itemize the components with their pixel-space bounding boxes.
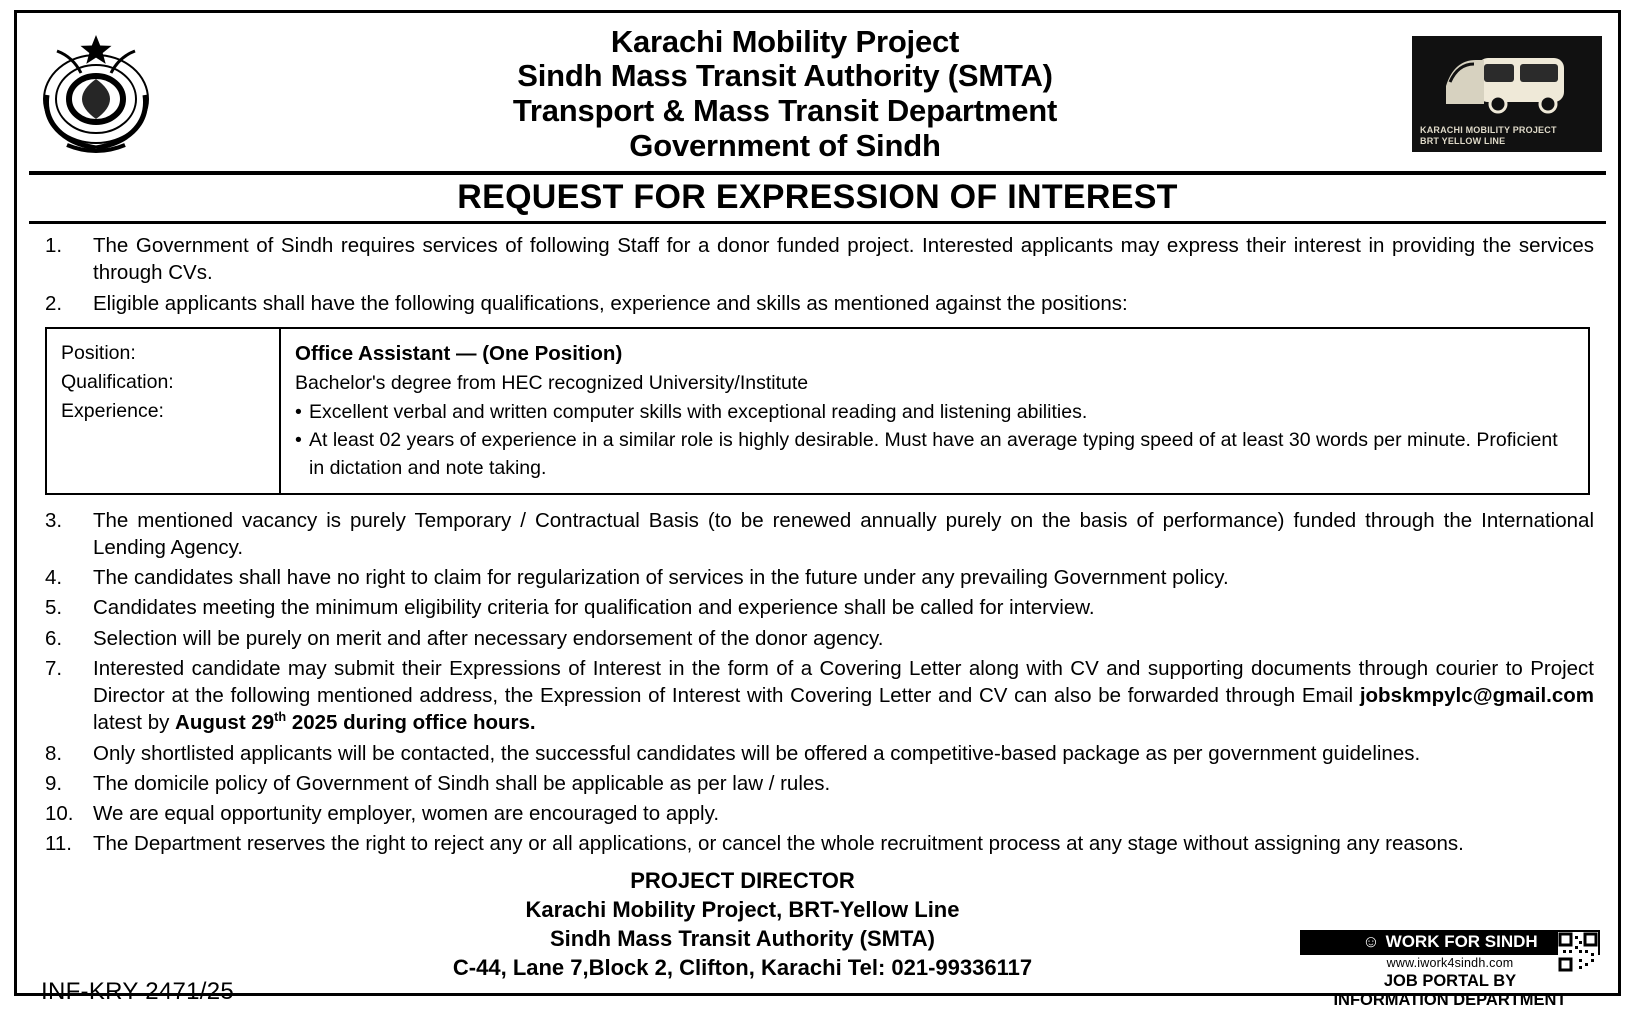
- header-titles: [158, 25, 1412, 164]
- bus-icon: [1432, 44, 1582, 118]
- clause-text: We are equal opportunity employer, women are encouraged to apply.: [93, 802, 720, 826]
- work-for-sindh-badge: [1300, 930, 1600, 1010]
- signature-line-4: C-44, Lane 7,Block 2, Clifton, Karachi Tel: 021-99336117: [452, 955, 1033, 981]
- clause-number: 2.: [45, 291, 63, 315]
- deadline-date: [175, 711, 337, 734]
- clause7-part3: during office hours.: [337, 711, 536, 735]
- clause-item: [27, 800, 1608, 827]
- work-for-sindh-bar: [1300, 930, 1600, 955]
- clause-text: The mentioned vacancy is purely Temporary / Contractual Basis (to be renewed annually purely on the basis of performance) funded through the International Lending Agency.: [93, 508, 1594, 559]
- clause-text: The Department reserves the right to reject any or all applications, or cancel the whole recruitment process at any stage without assigning any reasons.: [93, 832, 1464, 856]
- experience-bullets: [295, 399, 1574, 483]
- clause-item-email: [27, 655, 1608, 737]
- position-title: Office Assistant — (One Position): [295, 341, 623, 365]
- qr-code-icon: [1558, 932, 1598, 972]
- clause7-part2: latest by: [93, 711, 176, 735]
- clause-item: [27, 625, 1608, 652]
- clause-number: 4.: [45, 566, 63, 590]
- work-for-sindh-url[interactable]: www.iwork4sindh.com: [1386, 955, 1514, 970]
- experience-bullet: [295, 399, 1574, 427]
- clause-text: Eligible applicants shall have the following qualifications, experience and skills as mentioned against the positions:: [93, 291, 1128, 315]
- clause-text: The domicile policy of Government of Sindh shall be applicable as per law / rules.: [93, 771, 831, 795]
- bullet-icon: •: [295, 400, 302, 423]
- clause-number: 3.: [45, 508, 63, 532]
- title-line-2: Sindh Mass Transit Authority (SMTA): [517, 58, 1053, 94]
- clause-text: The Government of Sindh requires services of following Staff for a donor funded project. Interested applicants may express their interest in providing the services through CVs.: [93, 234, 1594, 285]
- government-crest-icon: [33, 33, 158, 155]
- clause7-part1: Interested candidate may submit their Expressions of Interest in the form of a Covering Letter along with CV and supporting documents through courier to Project Director at the following mentioned address, the Expression of Interest with Covering Letter and CV can also be forwarded through Email: [93, 656, 1594, 708]
- clause-item: [27, 770, 1608, 797]
- clause-number: 10.: [45, 802, 74, 826]
- clause-item: [27, 740, 1608, 767]
- title-line-1: Karachi Mobility Project: [610, 23, 960, 59]
- clause-number: 6.: [45, 626, 63, 650]
- deadline-date-suffix: th: [274, 709, 287, 725]
- document-header: [27, 19, 1608, 169]
- job-portal-line-2: INFORMATION DEPARTMENT: [1333, 990, 1567, 1009]
- title-line-3: Transport & Mass Transit Department: [512, 93, 1058, 128]
- experience-bullet-text: Excellent verbal and written computer skills with exceptional reading and listening abilities.: [309, 400, 1088, 423]
- work-for-sindh-label: WORK FOR SINDH: [1385, 931, 1538, 951]
- clause-text: Only shortlisted applicants will be contacted, the successful candidates will be offered a competitive-based package as per government guidelines.: [93, 741, 1421, 765]
- logo-caption-line-2: BRT YELLOW LINE: [1420, 135, 1506, 146]
- clause-item: [27, 594, 1608, 621]
- label-position: Position:: [61, 341, 136, 364]
- clause-text: Selection will be purely on merit and after necessary endorsement of the donor agency.: [93, 626, 884, 650]
- clause-number: 8.: [45, 741, 63, 765]
- banner-title: REQUEST FOR EXPRESSION OF INTEREST: [457, 178, 1178, 216]
- job-portal-line-1: JOB PORTAL BY: [1383, 971, 1517, 990]
- position-table-values: [281, 329, 1588, 493]
- deadline-date-year: 2025: [286, 711, 338, 735]
- signature-line-2: Karachi Mobility Project, BRT-Yellow Line: [525, 896, 960, 922]
- signature-line-1: PROJECT DIRECTOR: [630, 867, 855, 893]
- banner-divider: [29, 221, 1606, 224]
- clause-text: [93, 655, 1608, 737]
- clause-item: [27, 290, 1608, 317]
- job-portal-credit: [1300, 972, 1600, 1010]
- clause-number: 11.: [45, 832, 72, 856]
- label-qualification: Qualification:: [61, 371, 174, 393]
- qualification-text: Bachelor's degree from HEC recognized University/Institute: [295, 371, 809, 394]
- title-line-4: Government of Sindh: [629, 127, 941, 163]
- person-icon: ☺: [1362, 931, 1380, 951]
- clause-number: 7.: [45, 656, 63, 680]
- deadline-date-main: August 29: [175, 711, 275, 735]
- document-footer: [27, 864, 1608, 1014]
- clause-item: [27, 232, 1608, 287]
- label-experience: Experience:: [61, 400, 164, 423]
- experience-bullet-text: At least 02 years of experience in a similar role is highly desirable. Must have an average typing speed of at least 30 words per minute. Proficient in dictation and note taking.: [309, 429, 1558, 479]
- clause-item: [27, 564, 1608, 591]
- inf-code: INF-KRY 2471/25: [41, 977, 235, 1005]
- clause-item: [27, 830, 1608, 857]
- position-table-labels: [47, 329, 281, 493]
- project-logo: [1412, 36, 1602, 152]
- clause-text: The candidates shall have no right to claim for regularization of services in the future under any prevailing Government policy.: [93, 566, 1229, 590]
- logo-caption-line-1: KARACHI MOBILITY PROJECT: [1420, 125, 1557, 136]
- experience-bullet: [295, 427, 1574, 482]
- position-table: [45, 327, 1590, 495]
- clause-number: 5.: [45, 596, 63, 620]
- clause-number: 1.: [45, 234, 63, 257]
- clause-number: 9.: [45, 771, 63, 795]
- email-address[interactable]: jobskmpylc@gmail.com: [1359, 684, 1594, 708]
- clause-item: [27, 507, 1608, 562]
- clause-text: Candidates meeting the minimum eligibility criteria for qualification and experience shall be called for interview.: [93, 596, 1095, 620]
- advertisement-frame: [14, 10, 1621, 1009]
- bullet-icon: •: [295, 429, 302, 452]
- signature-line-3: Sindh Mass Transit Authority (SMTA): [549, 926, 935, 952]
- logo-caption: [1420, 125, 1557, 146]
